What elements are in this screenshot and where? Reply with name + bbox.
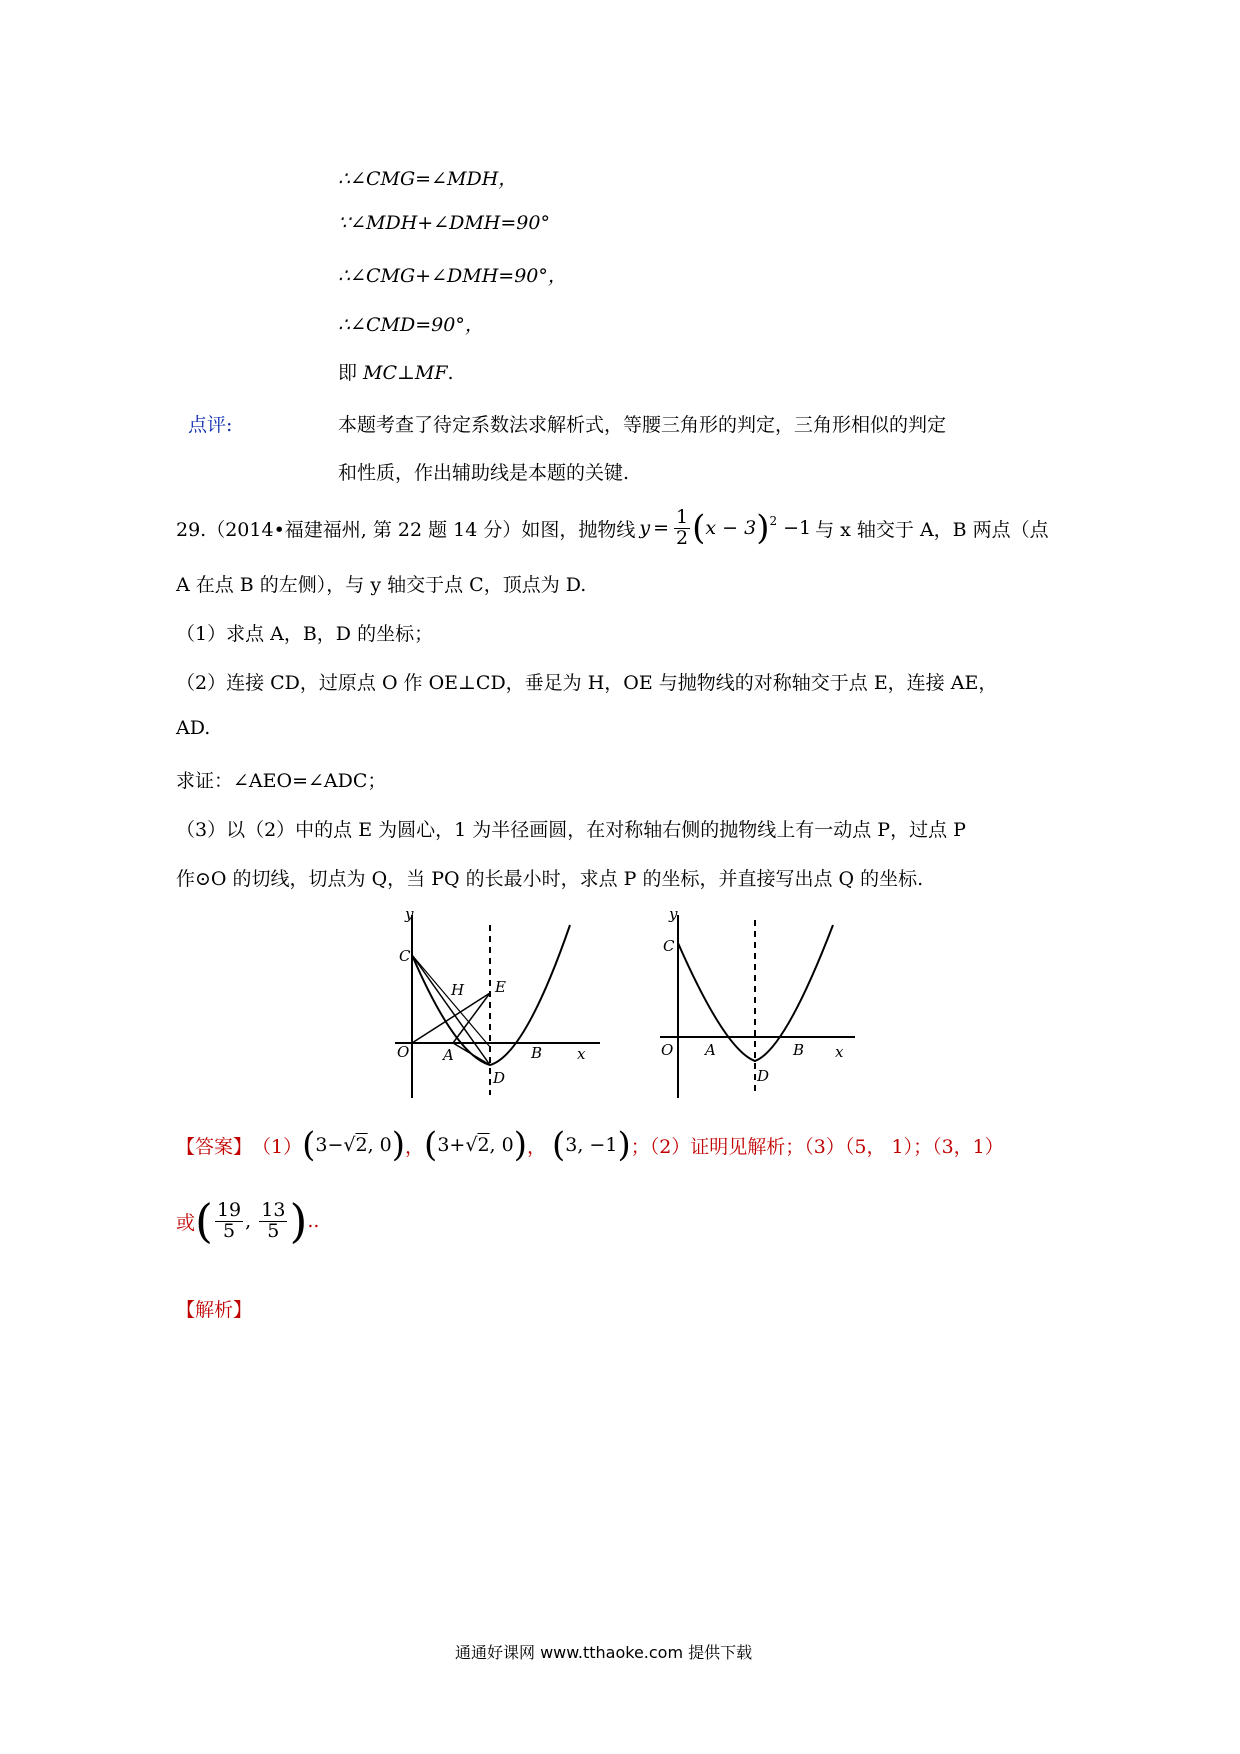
- problem-intro-line: [176, 508, 1049, 549]
- right-label-x: x: [835, 1043, 844, 1061]
- answer-comma-2: ，: [526, 1135, 546, 1158]
- review-label: 点评:: [188, 414, 233, 436]
- answer-d: 3, −1: [565, 1134, 618, 1156]
- right-label-B: B: [793, 1041, 805, 1059]
- answer-line-2: [176, 1194, 320, 1248]
- answer-or: 或: [176, 1211, 196, 1234]
- answer-a-sqrt: 2: [355, 1134, 368, 1156]
- left-label-x: x: [577, 1045, 586, 1063]
- answer-a-right: , 0: [367, 1134, 392, 1156]
- answer-b-right: , 0: [489, 1134, 514, 1156]
- answer-a-left: 3−: [315, 1134, 344, 1156]
- segment-AE: [453, 993, 490, 1043]
- right-label-D: D: [757, 1067, 770, 1085]
- answer-p1: （1）: [252, 1135, 303, 1158]
- left-label-E: E: [495, 978, 506, 996]
- eq-equals: =: [653, 517, 670, 540]
- left-label-C: C: [399, 947, 411, 965]
- eq-fraction: [674, 508, 690, 549]
- answer-b-left: 3+: [437, 1134, 466, 1156]
- q-num-2: 13: [261, 1198, 286, 1221]
- figure-right: [655, 905, 860, 1100]
- problem-intro: 29.（2014•福建福州, 第 22 题 14 分）如图，抛物线: [176, 518, 636, 541]
- paren: (: [551, 1125, 566, 1165]
- paren: ): [513, 1125, 527, 1165]
- eq-tail: −1: [783, 517, 812, 540]
- problem-after-eq: 与 x 轴交于 A，B 两点（点: [815, 518, 1049, 541]
- figure-left: [395, 905, 605, 1100]
- answer-end: ..: [307, 1210, 320, 1232]
- paren: ): [391, 1125, 406, 1165]
- paren: ): [617, 1125, 631, 1165]
- left-label-H: H: [451, 981, 465, 999]
- q-den-2: 5: [267, 1219, 280, 1242]
- problem-part-2a: （2）连接 CD，过原点 O 作 OE⊥CD，垂足为 H，OE 与抛物线的对称轴交于点 E，连接 AE，: [176, 672, 998, 694]
- review-line-2: 和性质，作出辅助线是本题的关键.: [338, 462, 630, 484]
- proof-math: MC⊥MF: [363, 362, 448, 384]
- eq-paren-open: (: [692, 508, 706, 549]
- proof-prefix: 即: [338, 362, 364, 384]
- proof-line-3: ∴∠CMG+∠DMH=90°，: [338, 265, 567, 287]
- eq-exponent: 2: [769, 514, 778, 528]
- proof-line-2: ∵∠MDH+∠DMH=90°: [338, 212, 550, 234]
- problem-part-3b: 作⊙O 的切线，切点为 Q，当 PQ 的长最小时，求点 P 的坐标，并直接写出点 Q 的坐标.: [176, 868, 924, 890]
- proof-suffix: .: [447, 362, 454, 384]
- answer-frac-1: [215, 1198, 243, 1242]
- eq-den: 2: [676, 526, 689, 549]
- left-label-A: A: [443, 1046, 454, 1064]
- segment-AD: [453, 1043, 490, 1065]
- proof-line-5: [338, 358, 454, 385]
- page-footer: 通通好课网 www.tthaoke.com 提供下载: [455, 1643, 753, 1662]
- problem-line-2: A 在点 B 的左侧），与 y 轴交于点 C，顶点为 D.: [176, 574, 587, 596]
- eq-y: y: [639, 517, 651, 540]
- review-line-1: 本题考查了待定系数法求解析式，等腰三角形的判定，三角形相似的判定: [338, 414, 947, 436]
- q-den-1: 5: [223, 1219, 236, 1242]
- paren: ): [289, 1194, 308, 1248]
- answer-tag: 【答案】: [176, 1135, 253, 1158]
- left-label-D: D: [493, 1069, 506, 1087]
- paren: (: [195, 1194, 213, 1248]
- paren: (: [424, 1125, 438, 1165]
- answer-rest: ；（2）证明见解析；（3）（5， 1）；（3，1）: [630, 1135, 1004, 1158]
- eq-num: 1: [676, 506, 689, 528]
- eq-paren-close: ): [756, 508, 770, 549]
- left-label-O: O: [397, 1043, 410, 1061]
- answer-point-B: ( 3+ √ 2 , 0 ): [424, 1125, 527, 1165]
- problem-part-2b: AD.: [176, 717, 211, 739]
- problem-part-3a: （3）以（2）中的点 E 为圆心，1 为半径画圆，在对称轴右侧的抛物线上有一动点 P，过点 P: [176, 819, 966, 841]
- left-label-y: y: [405, 905, 414, 923]
- right-label-O: O: [661, 1041, 674, 1059]
- q-num-1: 19: [216, 1198, 242, 1221]
- paren: (: [302, 1125, 316, 1165]
- left-label-B: B: [531, 1044, 543, 1062]
- answer-point-D: [551, 1125, 631, 1165]
- proof-line-1: ∴∠CMG=∠MDH，: [338, 168, 518, 190]
- right-label-C: C: [663, 937, 675, 955]
- analysis-tag: 【解析】: [176, 1299, 253, 1321]
- problem-proof: 求证：∠AEO=∠ADC；: [176, 770, 387, 792]
- answer-point-Q: ( $\frac{19}{5}$ , $\frac{13}{5}$ ): [195, 1194, 308, 1248]
- answer-point-A: ( 3− √ 2 , 0 ): [302, 1125, 406, 1165]
- answer-b-sqrt: 2: [477, 1134, 490, 1156]
- answer-line-1: [176, 1125, 1004, 1165]
- problem-part-1: （1）求点 A，B，D 的坐标；: [176, 623, 434, 645]
- right-label-A: A: [705, 1041, 716, 1059]
- eq-inner: x − 3: [705, 517, 757, 540]
- proof-line-4: ∴∠CMD=90°，: [338, 314, 484, 336]
- answer-frac-2: [259, 1198, 287, 1242]
- answer-comma-1: ，: [405, 1135, 425, 1158]
- right-label-y: y: [669, 905, 678, 923]
